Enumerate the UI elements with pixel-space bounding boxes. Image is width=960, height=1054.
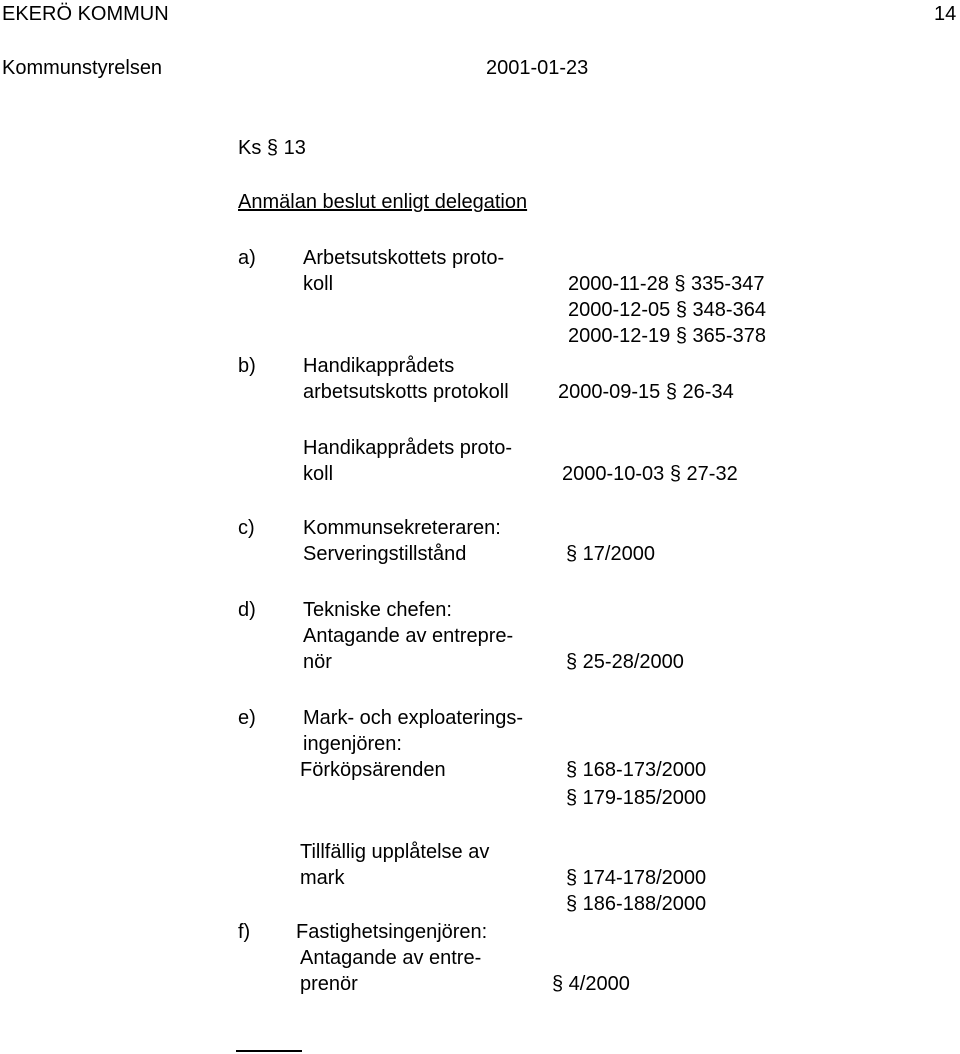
item-b-reference: 2000-10-03 § 27-32 bbox=[562, 463, 738, 485]
item-e-reference: § 174-178/2000 bbox=[566, 867, 707, 889]
item-f-marker: f) bbox=[238, 921, 251, 943]
item-f-description: Antagande av entre- bbox=[300, 947, 482, 969]
item-f-description: Fastighetsingenjören: bbox=[296, 921, 488, 943]
item-b-description: Handikapprådets bbox=[303, 355, 455, 377]
item-b-description: koll bbox=[303, 463, 334, 485]
item-d-description: Tekniske chefen: bbox=[303, 599, 452, 621]
item-e-marker: e) bbox=[238, 707, 256, 729]
item-a-reference: 2000-11-28 § 335-347 bbox=[568, 273, 765, 295]
item-c-marker: c) bbox=[238, 517, 255, 539]
municipality-name: EKERÖ KOMMUN bbox=[2, 3, 169, 25]
closing-rule bbox=[236, 1050, 302, 1052]
meeting-date: 2001-01-23 bbox=[486, 57, 589, 79]
item-b-description: Handikapprådets proto- bbox=[303, 437, 513, 459]
item-e-description: Mark- och exploaterings- bbox=[303, 707, 524, 729]
item-d-marker: d) bbox=[238, 599, 256, 621]
item-a-description: Arbetsutskottets proto- bbox=[303, 247, 505, 269]
item-b-marker: b) bbox=[238, 355, 256, 377]
item-d-description: nör bbox=[303, 651, 332, 673]
item-e-reference: § 186-188/2000 bbox=[566, 893, 707, 915]
item-e-description: ingenjören: bbox=[303, 733, 402, 755]
item-f-reference: § 4/2000 bbox=[552, 973, 630, 995]
item-e-reference: § 179-185/2000 bbox=[566, 787, 707, 809]
item-d-description: Antagande av entrepre- bbox=[303, 625, 514, 647]
item-c-description: Kommunsekreteraren: bbox=[303, 517, 501, 539]
item-a-reference: 2000-12-05 § 348-364 bbox=[568, 299, 766, 321]
paragraph-title: Anmälan beslut enligt delegation bbox=[238, 191, 528, 213]
page-number: 14 bbox=[934, 3, 957, 25]
item-c-reference: § 17/2000 bbox=[566, 543, 655, 565]
item-d-reference: § 25-28/2000 bbox=[566, 651, 684, 673]
item-e-description: Förköpsärenden bbox=[300, 759, 446, 781]
item-e-description: Tillfällig upplåtelse av bbox=[300, 841, 490, 863]
item-b-reference: 2000-09-15 § 26-34 bbox=[558, 381, 734, 403]
paragraph-number: Ks § 13 bbox=[238, 137, 306, 159]
item-e-description: mark bbox=[300, 867, 345, 889]
item-a-marker: a) bbox=[238, 247, 256, 269]
item-c-description: Serveringstillstånd bbox=[303, 543, 467, 565]
item-f-description: prenör bbox=[300, 973, 358, 995]
board-name: Kommunstyrelsen bbox=[2, 57, 163, 79]
item-a-reference: 2000-12-19 § 365-378 bbox=[568, 325, 766, 347]
item-e-reference: § 168-173/2000 bbox=[566, 759, 707, 781]
item-a-description: koll bbox=[303, 273, 334, 295]
item-b-description: arbetsutskotts protokoll bbox=[303, 381, 509, 403]
